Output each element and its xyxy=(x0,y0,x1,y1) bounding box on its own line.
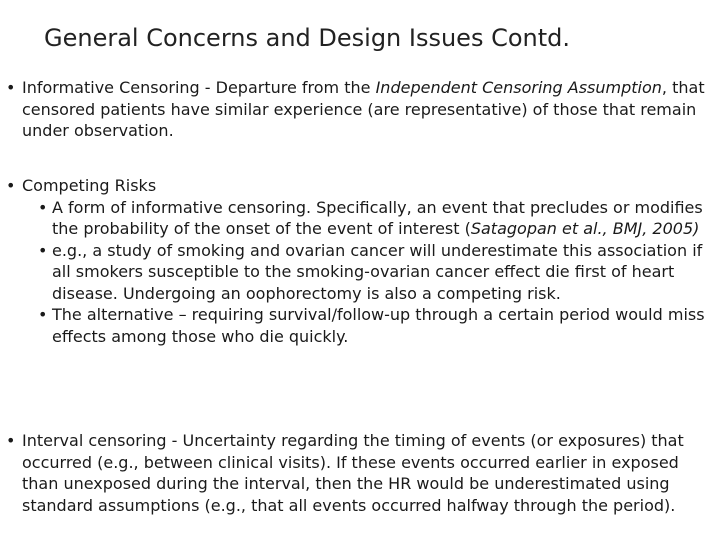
subbullet-text xyxy=(52,197,714,240)
bullet-marker: • xyxy=(6,176,16,195)
bullet-text: Competing Risks xyxy=(22,176,157,195)
bullet-text-part: , that censored patients have similar experience (are representative) of those that remain under observation. xyxy=(22,78,705,140)
subbullet-text-part: A form of informative censoring. Specifically, an event that precludes or modifies the probability of the onset of the event of interest ( xyxy=(52,197,703,238)
subbullet-marker: • xyxy=(38,305,48,324)
slide-title: General Concerns and Design Issues Contd. xyxy=(44,24,571,52)
subbullet-alternative xyxy=(38,304,714,347)
bullet-text: Interval censoring - Uncertainty regarding the timing of events (or exposures) that occurred (e.g., between clinical visits). If these events occurred earlier in exposed than unexposed during the interval, then the HR would be underestimated using standard assumptions (e.g., that all events occurred halfway through the period). xyxy=(22,431,684,515)
subbullet-list xyxy=(6,197,714,348)
bullet-informative-censoring xyxy=(6,77,714,142)
subbullet-text: The alternative – requiring survival/follow-up through a certain period would miss effects among those who die quickly. xyxy=(52,305,705,346)
bullet-text-part: Informative Censoring - Departure from the xyxy=(22,78,376,97)
bullet-marker: • xyxy=(6,78,16,97)
subbullet-definition xyxy=(38,197,714,240)
subbullet-marker: • xyxy=(38,197,48,217)
subbullet-example xyxy=(38,240,714,305)
bullet-text xyxy=(22,77,714,142)
bullet-marker: • xyxy=(6,431,16,450)
subbullet-marker: • xyxy=(38,240,48,260)
subbullet-text-emphasis: Satagopan et al., BMJ, 2005) xyxy=(470,219,700,238)
bullet-text-emphasis: Independent Censoring Assumption xyxy=(375,78,662,97)
bullet-interval-censoring xyxy=(6,430,720,516)
subbullet-text: e.g., a study of smoking and ovarian cancer will underestimate this association if all smokers susceptible to the smoking-ovarian cancer effect die first of heart disease. Undergoing an oophorectomy is also a competing risk. xyxy=(52,240,703,303)
bullet-competing-risks xyxy=(6,175,714,347)
